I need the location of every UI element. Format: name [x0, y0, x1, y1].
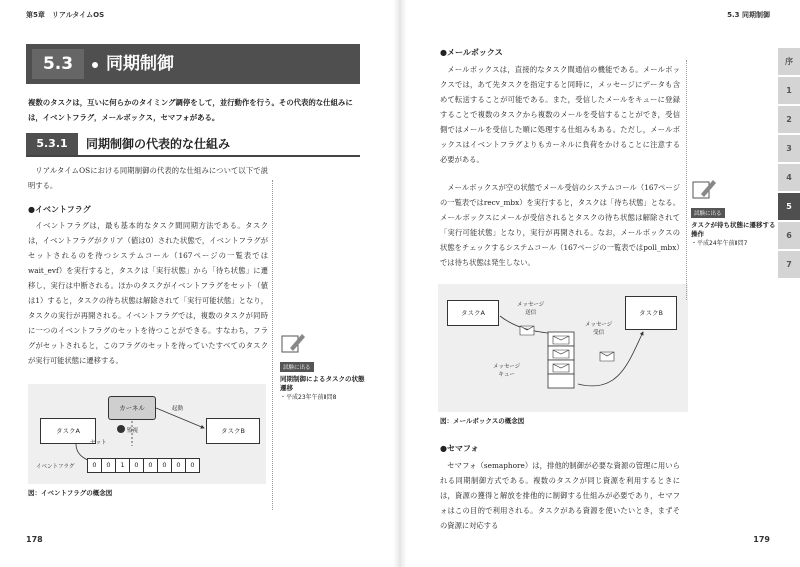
- semaphore-heading: ●セマフォ: [440, 444, 479, 453]
- exam-source: ・平成24年午前Ⅱ問7: [691, 240, 748, 247]
- section-lead: 複数のタスクは，互いに何らかのタイミング調停をして，並行動作を行う。その代表的な仕組みには，イベントフラグ，メールボックス，セマフォがある。: [28, 98, 353, 122]
- flag-bit: 0: [157, 458, 172, 473]
- fig-task-a: タスクA: [40, 418, 96, 444]
- fig-mb-task-b: タスクB: [625, 296, 677, 330]
- exam-note-left: [280, 332, 368, 402]
- fig-queue-label: メッセージ キュー: [493, 364, 521, 378]
- title-dot: [92, 62, 98, 68]
- fig-watch-label: 監視: [127, 428, 139, 434]
- section-number: 5.3: [32, 49, 84, 79]
- flag-bit: 0: [87, 458, 102, 473]
- running-head-right: 5.3 同期制御: [727, 11, 770, 19]
- intro-paragraph: リアルタイムOSにおける同期制御の代表的な仕組みについて以下で説明する。: [28, 166, 268, 190]
- left-page: [0, 0, 395, 567]
- chapter-tab[interactable]: 4: [778, 164, 800, 191]
- page-number-right: 179: [753, 535, 770, 544]
- mailbox-paragraph-2: メールボックスが空の状態でメール受信のシステムコール（167ページの一覧表ではrecv_mbx）を実行すると，タスクは「待ち状態」となる。メールボックスにメールが受信されるとタスクの待ち状態は解除されて「実行可能状態」となり，実行が再開される。なお，メールボックスの状態をチェックするシステムコール（167ページの一覧表ではpoll_mbx）では待ち状態は発生しない。: [440, 183, 680, 267]
- event-flag-bits: [88, 458, 200, 473]
- flag-bit: 0: [101, 458, 116, 473]
- fig-task-b: タスクB: [206, 418, 260, 444]
- mailbox-diagram: [438, 284, 688, 412]
- chapter-tab[interactable]: 6: [778, 222, 800, 249]
- flag-bit: 0: [143, 458, 158, 473]
- fig-recv-label: メッセージ 受信: [585, 322, 613, 336]
- exam-badge: 試験に出る: [280, 362, 314, 372]
- fig-send-label: メッセージ 送信: [517, 302, 545, 316]
- flag-bit: 0: [171, 458, 186, 473]
- section-title: 同期制御: [106, 54, 174, 74]
- exam-source: ・平成23年午前Ⅱ問8: [280, 394, 337, 401]
- page-number-left: 178: [26, 535, 43, 544]
- chapter-tab[interactable]: 3: [778, 135, 800, 162]
- exam-title: 同期制御によるタスクの状態遷移: [280, 375, 365, 392]
- eventflag-paragraph: イベントフラグは，最も基本的なタスク間同期方法である。タスクは，イベントフラグがクリア（値は0）された状態で，イベントフラグがセットされるのを待つシステムコール（167ページの一覧表ではwait_evf）を実行すると，タスクは「実行状態」から「待ち状態」に遷移し，実行は中断される。ほかのタスクがイベントフラグをセット（値は1）すると，タスクの待ち状態は解除されて「実行可能状態」となり，タスクの実行が再開される。イベントフラグでは，複数のタスクが同時に一つのイベントフラグのセットを待つことができる。すなわち，フラグがセットされると，このフラグのセットを待っていたすべてのタスクが実行可能状態に遷移する。: [28, 221, 268, 365]
- mailbox-caption: 図：メールボックスの概念図: [440, 417, 525, 425]
- exam-title: タスクが待ち状態に遷移する操作: [691, 221, 776, 238]
- flag-bit: 1: [115, 458, 130, 473]
- subsection-title: 同期制御の代表的な仕組み: [86, 137, 231, 151]
- semaphore-paragraph: セマフォ（semaphore）は，排他的制御が必要な資源の管理に用いられる同期制御方式である。複数のタスクが同じ資源を利用するときには，資源の獲得と解放を排他的に制御する仕組みが必要であり，セマフォはこの目的で利用される。タスクがある資源を使いたいとき，まずその資源に対応する: [440, 461, 680, 530]
- chapter-tab[interactable]: 序: [778, 48, 800, 75]
- chapter-tabs: [778, 48, 800, 280]
- right-page: [405, 0, 800, 567]
- fig-set-label: セット: [90, 440, 107, 446]
- running-head-left: 第5章 リアルタイムOS: [26, 11, 105, 19]
- fig-mb-task-a: タスクA: [447, 300, 499, 326]
- chapter-tab[interactable]: 7: [778, 251, 800, 278]
- eventflag-heading: ●イベントフラグ: [28, 205, 91, 214]
- fig-start-label: 起動: [172, 406, 184, 412]
- pencil-note-icon: [280, 332, 306, 354]
- subsection-title-bar: [26, 133, 360, 157]
- mailbox-paragraph-1: メールボックスは，直接的なタスク間通信の機能である。メールボックスでは，あて先タスクを指定すると同時に，メッセージにデータも含めて転送することが可能である。また，受信したメールをキューに登録することで複数のタスクから複数のメールを受信することができ，受信側ではメールを受信した順に処理する仕組みもある。ただし，メールボックスはイベントフラグよりもカーネルに負荷をかけることに注意する必要がある。: [440, 65, 680, 164]
- mailbox-heading: ●メールボックス: [440, 48, 503, 57]
- fig-flag-label: イベントフラグ: [36, 464, 75, 470]
- margin-rule: [272, 180, 273, 510]
- chapter-tab[interactable]: 2: [778, 106, 800, 133]
- flag-bit: 0: [185, 458, 200, 473]
- section-title-bar: [26, 44, 360, 84]
- pencil-note-icon: [691, 178, 717, 200]
- fig-kernel: カーネル: [108, 396, 156, 420]
- eventflag-caption: 図：イベントフラグの概念図: [28, 489, 113, 497]
- flag-bit: 0: [129, 458, 144, 473]
- exam-note-right: [691, 178, 779, 248]
- chapter-tab[interactable]: 5: [778, 193, 800, 220]
- subsection-number: 5.3.1: [26, 133, 78, 155]
- chapter-tab[interactable]: 1: [778, 77, 800, 104]
- exam-badge: 試験に出る: [691, 208, 725, 218]
- margin-rule-right: [686, 60, 687, 300]
